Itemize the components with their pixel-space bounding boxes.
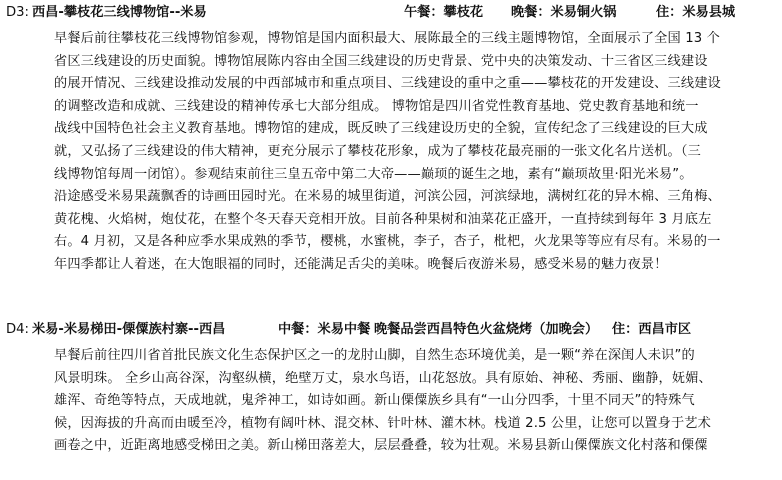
day-4-lunch: 中餐：米易中餐 bbox=[278, 322, 371, 337]
day-4-line: 雄浑、奇绝等特点，天成地就，鬼斧神工，如诗如画。新山傈僳族乡具有“一山分四季，十里不同天”的特殊气 bbox=[54, 393, 695, 409]
day-4-dinner: 晚餐品尝西昌特色火盆烧烤（加晚会） bbox=[374, 322, 599, 337]
day-4-code: D4: bbox=[6, 322, 29, 337]
day-4-line: 画卷之中，近距离地感受梯田之美。新山梯田落差大，层层叠叠，较为壮观。米易县新山傈僳族文化村落和傈僳 bbox=[54, 438, 708, 454]
day-3-lunch: 午餐：攀枝花 bbox=[404, 5, 484, 20]
day-3-stay: 住：米易县城 bbox=[656, 5, 736, 20]
day-3-route: 西昌-攀枝花三线博物馆--米易 bbox=[32, 5, 207, 20]
day-3-line: 的调整改造和成就、三线建设的精神传承七大部分组成。 博物馆是四川省党性教育基地、党史教育基地和统一 bbox=[54, 98, 699, 114]
day-4-header bbox=[6, 319, 782, 341]
day-3-line: 年四季都让人着迷，在大饱眼福的同时，还能满足舌尖的美味。晚餐后夜游米易，感受米易的魅力夜景！ bbox=[54, 256, 668, 272]
day-3-line: 早餐后前往攀枝花三线博物馆参观，博物馆是国内面积最大、展陈最全的三线主题博物馆，全面展示了全国 13 个 bbox=[54, 31, 720, 46]
day-3-header bbox=[6, 2, 782, 24]
day-3-line: 战线中国特色社会主义教育基地。博物馆的建成，既反映了三线建设历史的全貌，宣传纪念了三线建设的巨大成 bbox=[54, 121, 708, 137]
day-3-line: 线博物馆每周一闭馆）。参观结束前往三皇五帝中第二大帝——巅顼的诞生之地，素有“巅顼故里·阳光米易”。 bbox=[54, 166, 693, 182]
day-3-line: 的展开情况、三线建设推动发展的中西部城市和重点项目、三线建设的重中之重——攀枝花的开发建设、三线建设 bbox=[54, 76, 721, 92]
day-3-line: 就，又弘扬了三线建设的伟大精神，更充分展示了攀枝花形象，成为了攀枝花最亮丽的一张文化名片送机。（三 bbox=[54, 143, 701, 159]
day-3-line: 黄花槐、火焰树，炮仗花，在整个冬天春天竞相开放。目前各种果树和油菜花正盛开，一直持续到每年 3 月底左 bbox=[54, 211, 712, 227]
day-3-line: 省区三线建设的历史面貌。博物馆展陈内容由全国三线建设的历史背景、党中央的决策发动、十三省区三线建设 bbox=[54, 53, 708, 69]
day-4-description bbox=[54, 345, 776, 458]
day-3-dinner: 晚餐：米易铜火锅 bbox=[511, 5, 617, 20]
day-4-line: 风景明珠。 全乡山高谷深，沟壑纵横，绝壁万丈，泉水鸟语，山花怒放。具有原始、神秘、秀丽、幽静，妩媚、 bbox=[54, 370, 712, 386]
day-4-stay: 住：西昌市区 bbox=[612, 322, 692, 337]
day-4-line: 早餐后前往四川省首批民族文化生态保护区之一的龙肘山脚，自然生态环境优美，是一颗“养在深闺人未识”的 bbox=[54, 348, 695, 363]
day-3-line: 右。4 月初，又是各种应季水果成熟的季节，樱桃，水蜜桃，李子，杏子，枇杷，火龙果等等应有尽有。米易的一 bbox=[54, 234, 721, 250]
day-3-line: 沿途感受米易果蔬飘香的诗画田园时光。在米易的城里街道，河滨公园，河滨绿地，满树红花的异木棉、三角梅、 bbox=[54, 189, 721, 205]
day-4-route: 米易-米易梯田-傈僳族村寨--西昌 bbox=[32, 322, 226, 337]
day-4-line: 候，因海拔的升高而由暖至冷，植物有阔叶林、混交林、针叶林、灌木林。栈道 2.5 公里，让您可以置身于艺术 bbox=[54, 415, 711, 431]
day-3-description bbox=[54, 28, 776, 277]
day-3-code: D3: bbox=[6, 5, 29, 20]
